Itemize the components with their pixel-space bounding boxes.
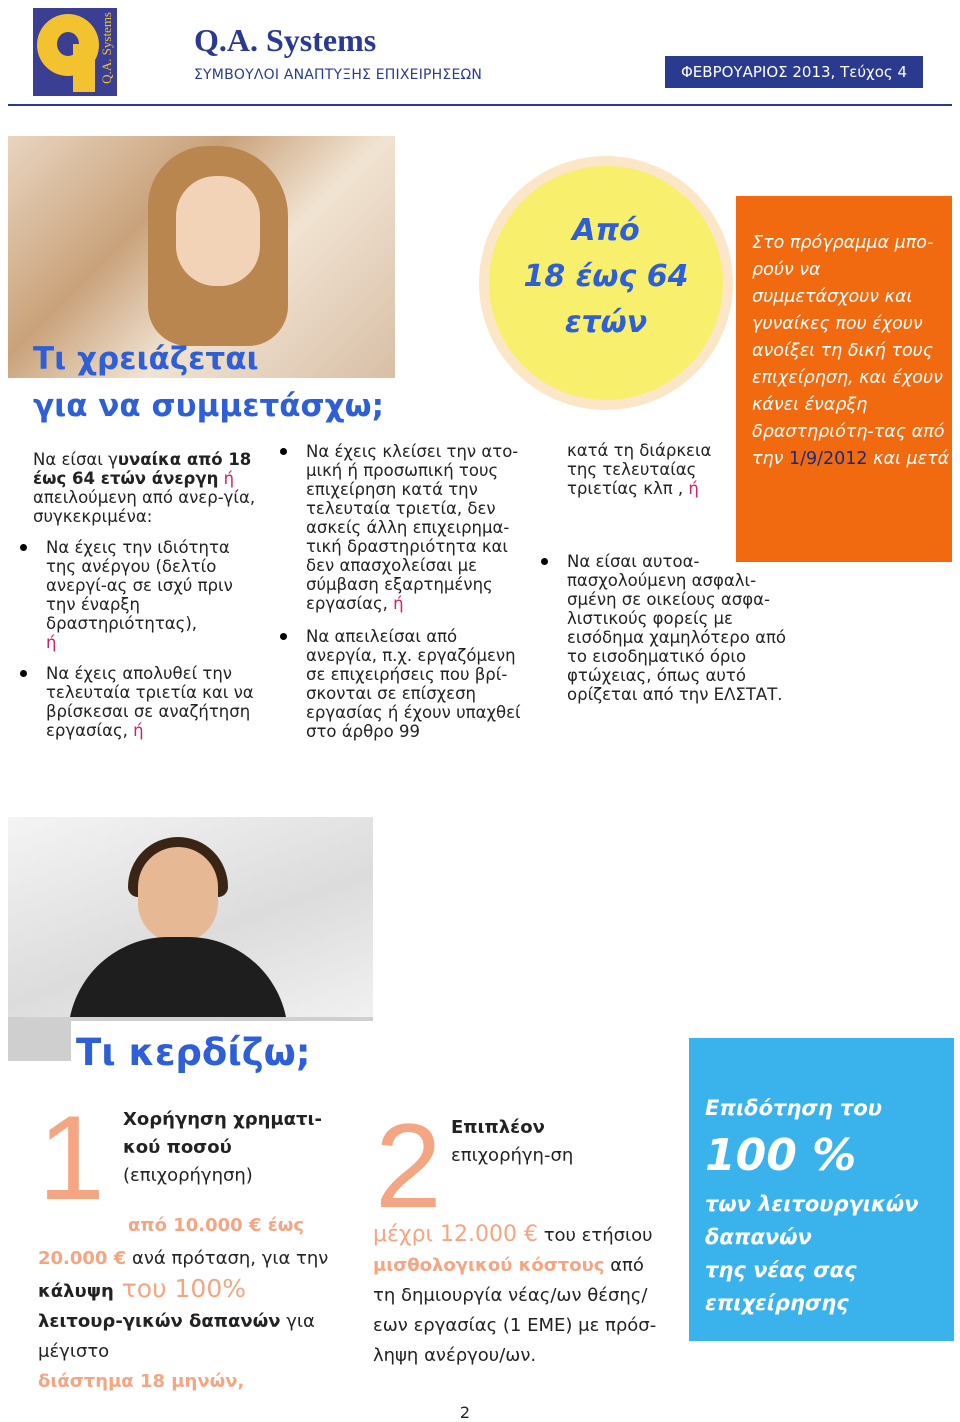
list-item-text: Να απειλείσαι από ανεργία, π.χ. εργαζόμενη σε επιχειρήσεις που βρί-σκονται σε επίσχεση εργασίας ή έχουν υπαχθεί στο άρθρο 99 bbox=[306, 627, 521, 741]
or-marker: ή bbox=[393, 594, 404, 613]
benefit-1-title-bold: Χορήγηση χρηματι-κού ποσού bbox=[123, 1109, 323, 1158]
benefit-2-text-2: από τη δημιουργία νέας/ων θέσης/ εων εργασίας (1 ΕΜΕ) με πρόσ-ληψη ανέργου/ων. bbox=[373, 1255, 657, 1366]
header-divider bbox=[8, 104, 952, 106]
age-range-circle bbox=[489, 166, 723, 400]
requirements-column-3 bbox=[567, 552, 791, 704]
callout-body: Στο πρόγραμμα μπο-ρούν να συμμετάσχουν και γυναίκες που έχουν ανοίξει τη δική τους επιχείρηση, και έχουν κάνει έναρξη δραστηριότη-τας από την bbox=[752, 233, 945, 469]
issue-badge: ΦΕΒΡΟΥΑΡΙΟΣ 2013, Τεύχος 4 bbox=[665, 56, 923, 88]
logo-text: Q.A. Systems bbox=[99, 12, 114, 84]
list-item bbox=[567, 552, 791, 704]
benefits-heading: Τι κερδίζω; bbox=[76, 1031, 311, 1074]
continued-text: κατά τη διάρκεια της τελευταίας τριετίας κλπ , bbox=[567, 441, 712, 498]
benefit-2-max: μέχρι 12.000 € bbox=[373, 1222, 538, 1247]
subsidy-line3: της νέας σας επιχείρησης bbox=[705, 1258, 857, 1315]
section-heading-line2: για να συμμετάσχω; bbox=[33, 388, 385, 424]
benefit-2-text: του ετήσιου bbox=[537, 1225, 653, 1246]
benefit-1-operating: λειτουρ-γικών δαπανών bbox=[38, 1311, 281, 1332]
requirements-column-2 bbox=[306, 442, 528, 741]
benefit-1-period: διάστημα 18 μηνών, bbox=[38, 1371, 245, 1392]
intro-paragraph bbox=[33, 450, 265, 526]
requirements-column-1 bbox=[33, 450, 265, 740]
subsidy-callout-box bbox=[689, 1038, 954, 1341]
benefit-1-amount-line bbox=[128, 1215, 304, 1236]
company-logo bbox=[33, 8, 117, 96]
subsidy-text bbox=[705, 1188, 945, 1320]
benefit-1-percent: του 100% bbox=[113, 1274, 246, 1303]
callout-date: 1/9/2012 bbox=[788, 449, 868, 469]
list-item-text: Να είσαι αυτοα-πασχολούμενη ασφαλι-σμένη σε οικείους ασφα-λιστικούς φορείς με εισόδημα χαμηλότερο από το εισοδηματικό όριο φτώχειας, όπως αυτό ορίζεται από την ΕΛΣΤΑΤ. bbox=[567, 552, 787, 704]
intro-rest: απειλούμενη από ανερ-γία, συγκεκριμένα: bbox=[33, 488, 256, 526]
benefit-1-coverage: κάλυψη bbox=[38, 1281, 114, 1302]
benefit-2-title-rest: επιχορήγη-ση bbox=[451, 1145, 574, 1166]
or-marker: ή bbox=[46, 633, 57, 652]
benefit-2-title bbox=[451, 1114, 641, 1170]
subsidy-line2: των λειτουργικών δαπανών bbox=[705, 1192, 919, 1249]
benefit-1-text-2: για μέγιστο bbox=[38, 1311, 315, 1362]
benefit-2-salary-cost: μισθολογικού κόστους bbox=[373, 1255, 605, 1276]
intro-bold: υναίκα από 18 έως 64 ετών άνεργη bbox=[33, 450, 252, 488]
benefit-number-1: 1 bbox=[38, 1091, 105, 1225]
list-item-text: Να έχεις απολυθεί την τελευταία τριετία και να βρίσκεσαι σε αναζήτηση εργασίας, bbox=[46, 664, 254, 740]
or-marker: ή bbox=[133, 721, 144, 740]
intro-text: Να είσαι γ bbox=[33, 450, 118, 469]
list-item-text: Να έχεις κλείσει την ατο-μική ή προσωπική τους επιχείρηση κατά την τελευταία τριετία, δεν ασκείς άλλη επιχειρημα-τική δραστηριότητα και δεν απασχολείσαι με σύμβαση εξαρτημένης εργασίας, bbox=[306, 442, 519, 613]
benefit-1-text: ανά πρόταση, για την bbox=[126, 1248, 329, 1269]
benefit-1-title-paren: (επιχορήγηση) bbox=[123, 1165, 253, 1186]
benefit-1-title bbox=[123, 1106, 323, 1190]
benefit-1-amount: από 10.000 € έως bbox=[128, 1215, 305, 1236]
callout-tail: και μετά bbox=[867, 449, 950, 469]
benefit-1-body bbox=[38, 1244, 338, 1397]
or-marker: ή bbox=[688, 479, 699, 498]
circle-line1: Από bbox=[572, 213, 640, 248]
circle-line2: 18 έως 64 bbox=[523, 259, 689, 294]
list-item bbox=[306, 442, 528, 613]
benefit-number-2: 2 bbox=[375, 1099, 442, 1233]
page-number: 2 bbox=[459, 1403, 471, 1422]
list-item bbox=[46, 538, 265, 652]
subsidy-percent: 100 % bbox=[705, 1130, 857, 1181]
subsidy-line1: Επιδότηση του bbox=[705, 1096, 882, 1120]
list-item-text: Να έχεις την ιδιότητα της ανέργου (δελτίο ανεργί-ας σε ισχύ πριν την έναρξη δραστηριότητας), bbox=[46, 538, 233, 633]
eligibility-callout-box bbox=[736, 196, 952, 562]
circle-line3: ετών bbox=[564, 305, 648, 340]
benefit-2-body bbox=[373, 1220, 663, 1371]
benefit-2-title-bold: Επιπλέον bbox=[451, 1117, 545, 1138]
brand-tagline: ΣΥΜΒΟΥΛΟΙ ΑΝΑΠΤΥΞΗΣ ΕΠΙΧΕΙΡΗΣΕΩΝ bbox=[194, 67, 483, 83]
list-item bbox=[46, 664, 265, 740]
benefit-1-amount-start: 20.000 € bbox=[38, 1248, 127, 1269]
section-heading-line1: Τι χρειάζεται bbox=[33, 341, 259, 377]
requirements-column-3-continued bbox=[567, 441, 717, 498]
callout-text bbox=[752, 230, 952, 473]
intro-or: ή bbox=[218, 469, 235, 488]
list-item bbox=[306, 627, 528, 741]
brand-name: Q.A. Systems bbox=[194, 22, 377, 58]
